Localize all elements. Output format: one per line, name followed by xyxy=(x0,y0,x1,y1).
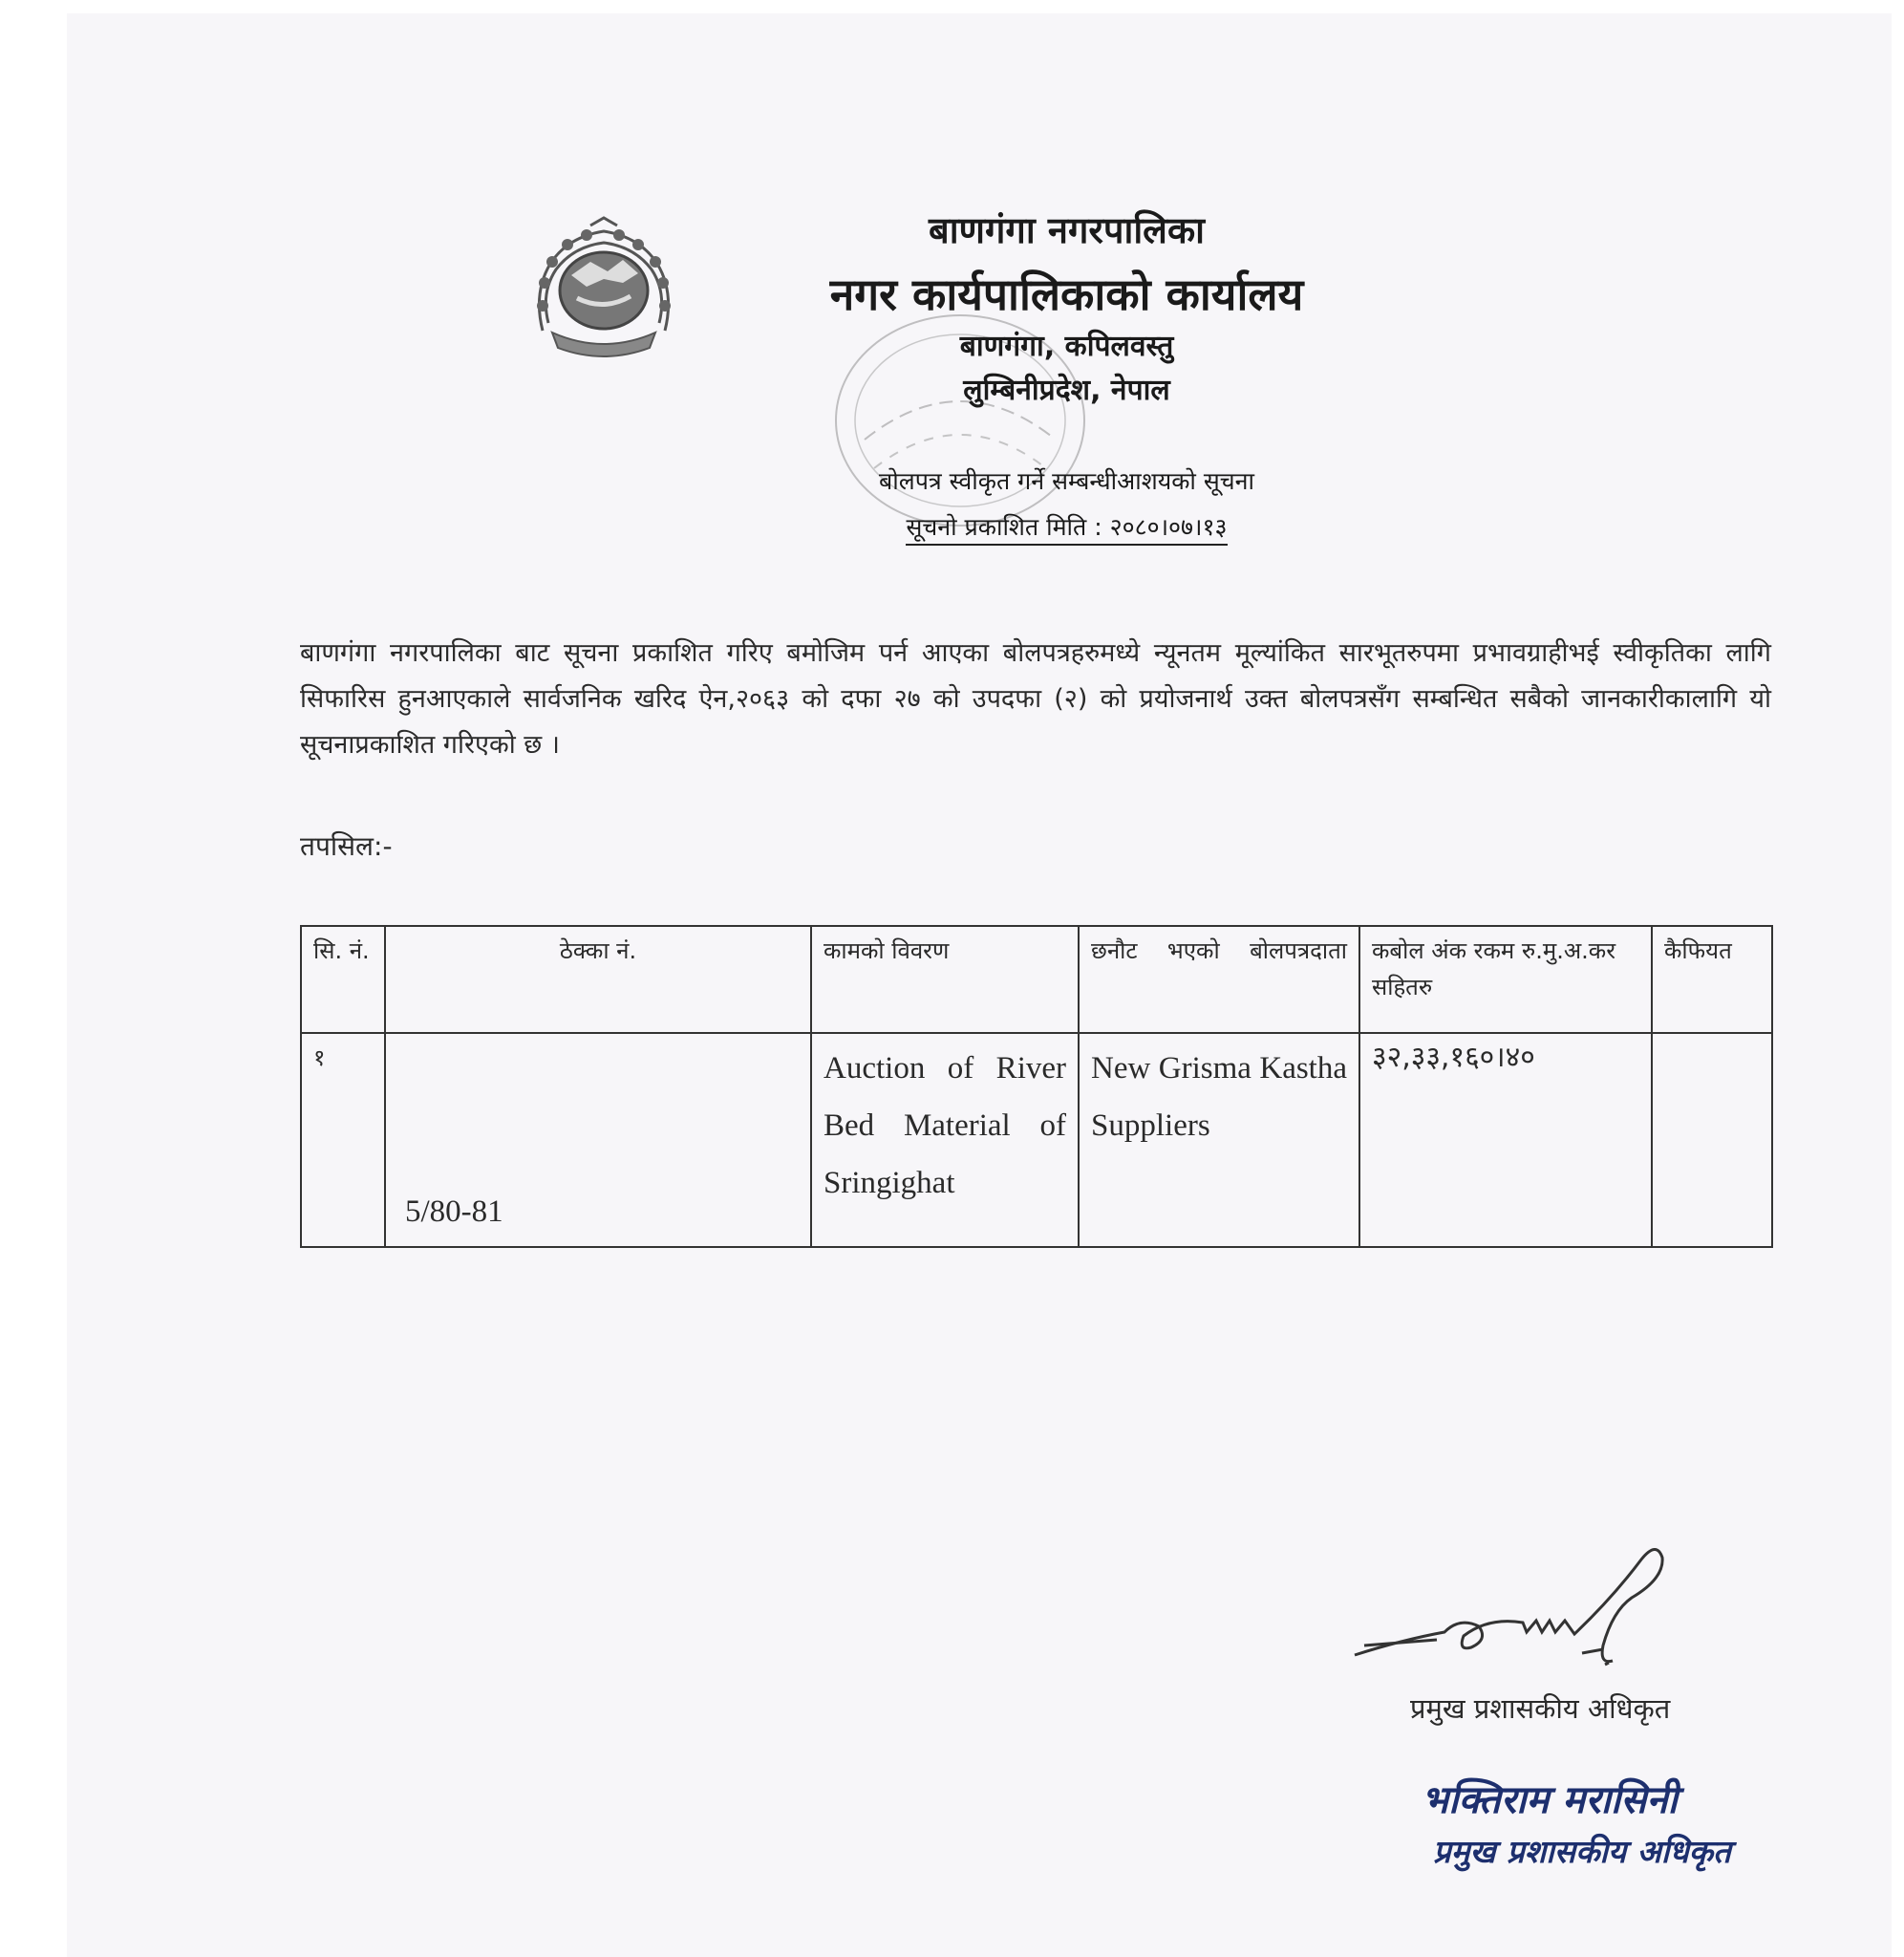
cell-contract-no: 5/80-81 xyxy=(385,1033,811,1247)
cell-remarks xyxy=(1652,1033,1772,1247)
cell-description: Auction of River Bed Material of Sringighat xyxy=(811,1033,1079,1247)
publish-date-text: सूचनो प्रकाशित मिति : २०८०।०७।१३ xyxy=(906,513,1227,546)
publish-date xyxy=(115,510,1904,543)
header-description: कामको विवरण xyxy=(811,926,1079,1033)
bid-table xyxy=(300,925,1773,1248)
notice-subject: बोलपत्र स्वीकृत गर्ने सम्बन्धीआशयको सूचना xyxy=(879,467,1254,495)
address-line-1: बाणगंगा, कपिलवस्तु xyxy=(959,330,1174,363)
header-serial: सि. नं. xyxy=(301,926,385,1033)
details-label: तपसिल:- xyxy=(300,830,393,862)
cell-serial: १ xyxy=(301,1033,385,1247)
header-bidder: छनौट भएको बोलपत्रदाता xyxy=(1079,926,1359,1033)
table-row xyxy=(301,1033,1772,1247)
table-header-row xyxy=(301,926,1772,1033)
municipality-name: बाणगंगा नगरपालिका xyxy=(929,209,1205,251)
cell-bidder: New Grisma Kastha Suppliers xyxy=(1079,1033,1359,1247)
cell-amount: ३२,३३,१६०।४० xyxy=(1359,1033,1652,1247)
address-line-2: लुम्बिनीप्रदेश, नेपाल xyxy=(963,374,1170,407)
header-amount: कबोल अंक रकम रु.मु.अ.कर सहितरु xyxy=(1359,926,1652,1033)
seal-signatory-title: प्रमुख प्रशासकीय अधिकृत xyxy=(1433,1833,1731,1870)
header-contract-no: ठेक्का नं. xyxy=(385,926,811,1033)
signature-image xyxy=(1345,1540,1746,1674)
office-name: नगर कार्यपालिकाको कार्यालय xyxy=(829,269,1304,320)
header-remarks: कैफियत xyxy=(1652,926,1772,1033)
seal-signatory-name: भक्तिराम मरासिनी xyxy=(1422,1778,1678,1822)
notice-paragraph: बाणगंगा नगरपालिका बाट सूचना प्रकाशित गरिए बमोजिम पर्न आएका बोलपत्रहरुमध्ये न्यूनतम मूल्यांकित सारभूतरुपमा प्रभावग्राहीभई स्वीकृतिका लागि सिफारिस हुनआएकाले सार्वजनिक खरिद ऐन,२०६३ को दफा २७ को उपदफा (२) को प्रयोजनार्थ उक्त बोलपत्रसँग सम्बन्धित सबैको जानकारीकालागि यो सूचनाप्रकाशित गरिएको छ । xyxy=(300,638,1771,760)
signatory-title: प्रमुख प्रशासकीय अधिकृत xyxy=(1410,1692,1671,1725)
